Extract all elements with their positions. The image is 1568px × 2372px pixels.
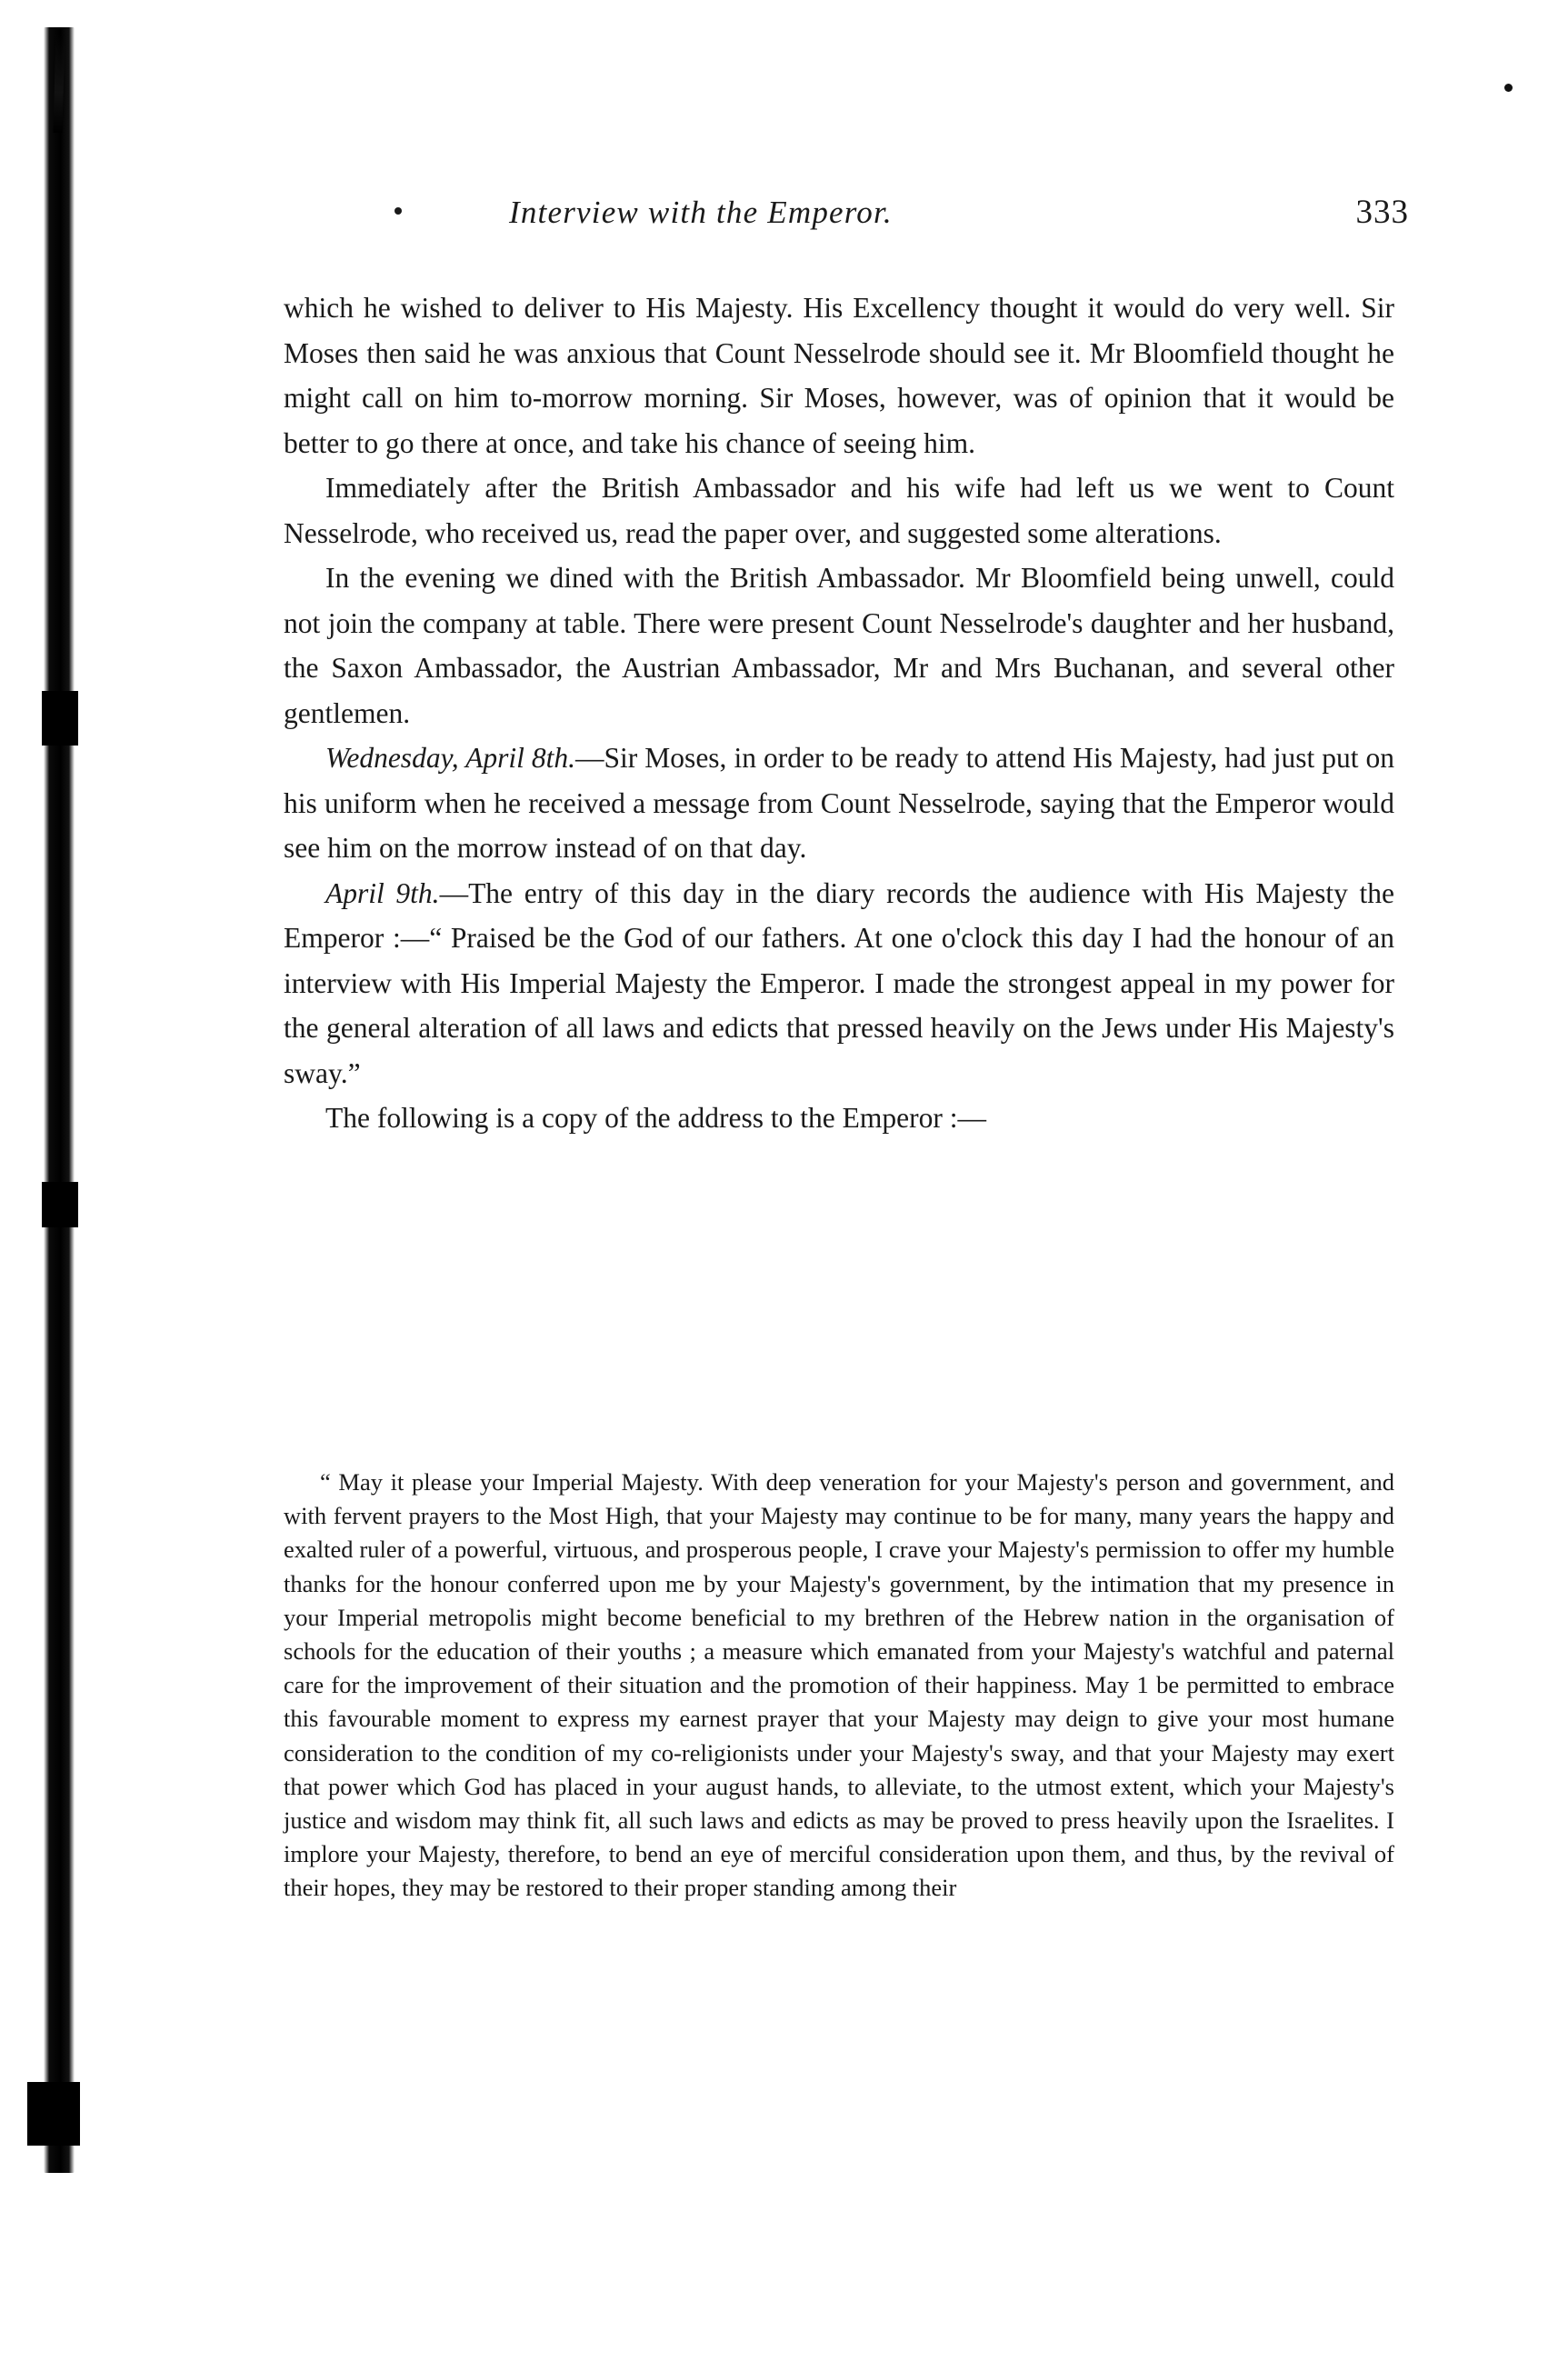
page-spine-notch — [27, 2082, 80, 2146]
paragraph: which he wished to deliver to His Majesty. His Excellency thought it would do very well. Sir Moses then said he was anxious that Count Nesselrode should see it. Mr Bloomfield thought he might call on him to-morrow morning. Sir Moses, however, was of opinion that it would be better to go there at once, and take his chance of seeing him. — [284, 292, 1394, 459]
scan-speck — [1504, 84, 1513, 92]
diary-entry-date: April 9th. — [325, 876, 440, 909]
address-quote-block — [284, 1466, 1394, 1906]
address-quote-text: “ May it please your Imperial Majesty. With deep veneration for your Majesty's person and government, and with fervent prayers to the Most High, that your Majesty may continue to be for many, many years the happy and exalted ruler of a powerful, virtuous, and prosperous people, I crave your Majesty's permission to offer my humble thanks for the honour conferred upon me by your Majesty's government, by the intimation that my presence in your Imperial metropolis might become beneficial to my brethren of the Hebrew nation in the organisation of schools for the education of their youths ; a measure which emanated from your Majesty's watchful and paternal care for the improvement of their situation and the promotion of their happiness. May 1 be permitted to embrace this favourable moment to express my earnest prayer that your Majesty may deign to give your most humane consideration to the condition of my co-religionists under your Majesty's sway, and that your Majesty may exert that power which God has placed in your august hands, to alleviate, to the utmost extent, which your Majesty's justice and wisdom may think fit, all such laws and edicts as may be proved to press heavily upon the Israelites. I implore your Majesty, therefore, to bend an eye of merciful consideration upon them, and thus, by the revival of their hopes, they may be restored to their proper standing among their — [284, 1468, 1394, 1902]
page-spine-notch — [42, 1182, 78, 1227]
page-spine-shadow — [44, 27, 75, 2173]
page-header — [282, 193, 1409, 232]
diary-entry-wednesday — [284, 736, 1394, 871]
body-text — [284, 285, 1394, 1141]
diary-entry-text: —The entry of this day in the diary records the audience with His Majesty the Emperor :—“ Praised be the God of our fathers. At one o'clock this day I had the honour of an interview with His Imperial Majesty the Emperor. I made the strongest appeal in my power for the general alteration of all laws and edicts that pressed heavily on the Jews under His Majesty's sway.” — [284, 876, 1394, 1089]
paragraph: In the evening we dined with the British Ambassador. Mr Bloomfield being unwell, could not join the company at table. There were present Count Nesselrode's daughter and her husband, the Saxon Ambassador, the Austrian Ambassador, Mr and Mrs Buchanan, and several other gentlemen. — [284, 562, 1394, 729]
page-spine-notch — [42, 691, 78, 746]
diary-entry-date: Wednesday, April 8th. — [325, 742, 576, 774]
lead-in-sentence: The following is a copy of the address to the Emperor :— — [325, 1102, 986, 1134]
page-number: 333 — [1355, 194, 1409, 231]
paragraph: Immediately after the British Ambassador and his wife had left us we went to Count Nesselrode, who received us, read the paper over, and suggested some alterations. — [284, 472, 1394, 549]
diary-entry-text: —Sir Moses, in order to be ready to attend His Majesty, had just put on his uniform when he received a message from Count Nesselrode, saying that the Emperor would see him on the morrow instead of on that day. — [284, 742, 1395, 864]
running-title: Interview with the Emperor. — [509, 195, 893, 230]
diary-entry-april9 — [284, 871, 1394, 1096]
